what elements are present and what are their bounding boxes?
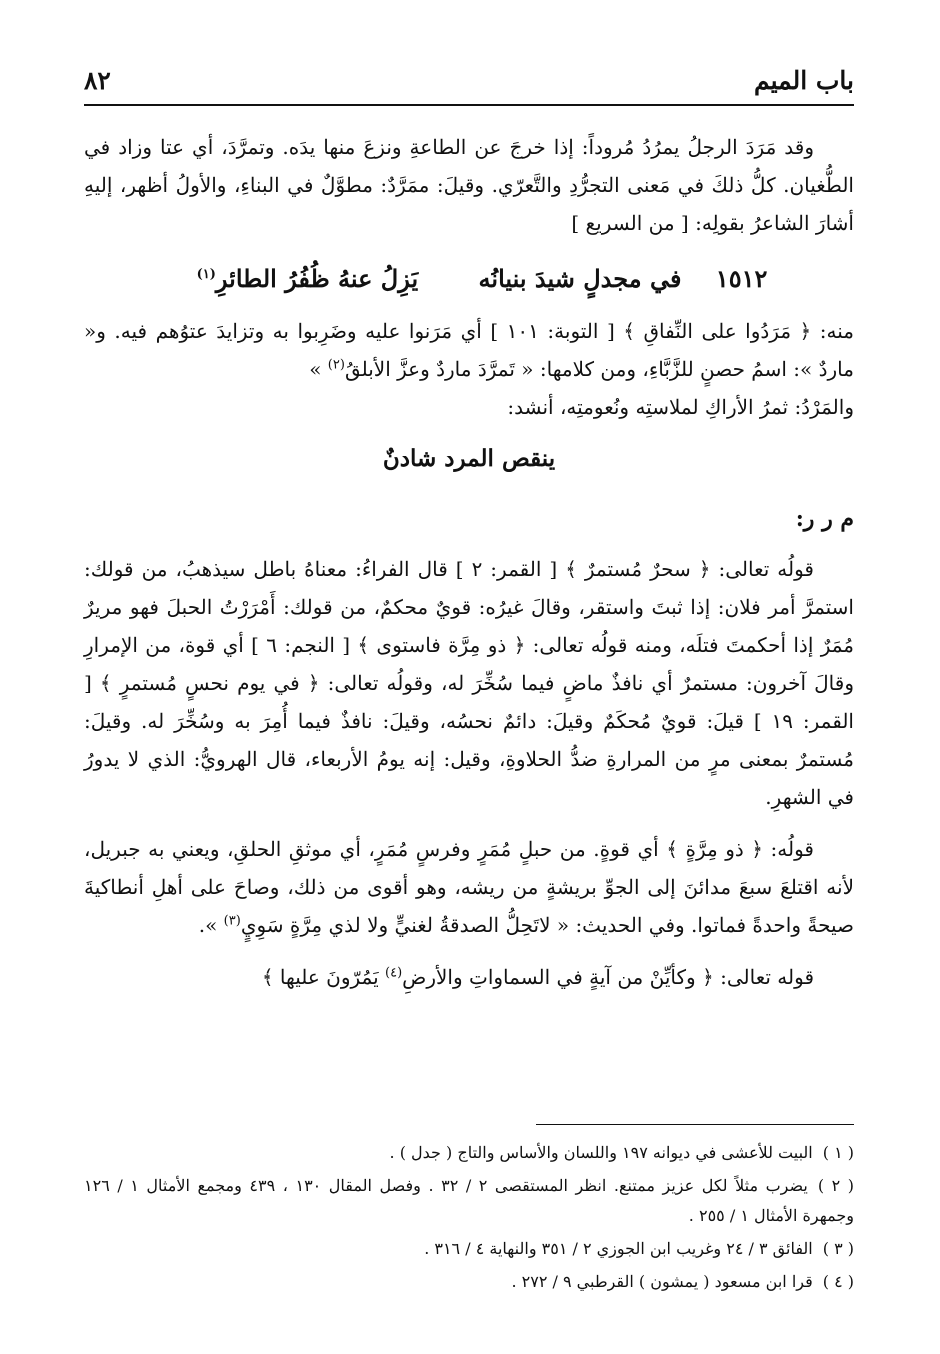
- paragraph-mrd-quran: [84, 312, 854, 426]
- verse-hemistich-2-text: يَزِلُ عنهُ ظُفُرُ الطائرِ: [215, 264, 419, 293]
- paragraph-text: قولُه: ﴿ ذو مِرَّةٍ ﴾ أي قوةٍ. من حبلٍ مُمَرٍ وفرسٍ مُمَرٍ، أي موثقِ الحلقِ، ويعني به جبريل، لأنه اقتلعَ سبعَ مدائنَ إلى الجوِّ بريشةٍ من ريشه، وهو أقوى من ذلك، وصاحَ على أهلِ أنطاكيةَ صيحةً واحدةً فماتوا. وفي الحديث: « لاتَحِلُّ الصدقةُ لغنيٍّ ولا لذي مِرَّةٍ سَوِيٍ: [84, 837, 854, 937]
- poetry-verse: [84, 256, 854, 302]
- paragraph-mrr-1: قولُه تعالى: ﴿ سحرٌ مُستمرٌ ﴾ [ القمر: ٢ ] قال الفراءُ: معناهُ باطل سيذهبُ، من قولك: استمرَّ أمر فلان: إذا ثبتَ واستقر، وقالَ غيرُه: قويٌ محكمٌ، من قولك: أَمْرَرْتُ الحبلَ فهو مريرٌ مُمَرٌ إذا أحكمتَ فتلَه، ومنه قولُه تعالى: ﴿ ذو مِرَّة فاستوى ﴾ [ النجم: ٦ ] أي قوة، من الإمرارِ وقالَ آخرون: مستمرٌ أي نافذٌ ماضٍ فيما سُخِّرَ له، وقولُه تعالى: ﴿ في يوم نحسٍ مُستمرٍ ﴾ [ القمر: ١٩ ] قيلَ: قويٌ مُحكَمٌ وقيلَ: دائمٌ نحسُه، وقيلَ: نافذٌ فيما أُمِرَ به وسُخِّرَ له. وقيلَ: مُستمرٌ بمعنى مرٍ من المرارةِ ضدُّ الحلاوةِ، وقيل: إنه يومُ الأربعاء، قال الهرويُّ: الذي لا يدورُ في الشهرِ.: [84, 557, 855, 809]
- verse-hemistich-2: [197, 256, 419, 302]
- verse-hemistich-1: في مجدلٍ شيدَ بنيانُه: [478, 264, 682, 293]
- paragraph-mrr-2: [84, 830, 854, 944]
- footnote-text: الفائق ٣ / ٢٤ وغريب ابن الجوزي ٢ / ٣٥١ والنهاية ٤ / ٣١٦ .: [424, 1239, 813, 1258]
- footnote-text: يضرب مثلاً لكل عزيز ممتنع. انظر المستقصى ٢ / ٣٢ . وفصل المقال ١٣٠ ، ٤٣٩ ومجمع الأمثال ١ / ١٢٦ وجمهرة الأمثال ١ / ٢٥٥ .: [84, 1176, 854, 1225]
- footnote-item: [84, 1234, 854, 1264]
- footnote-divider: [536, 1124, 854, 1125]
- verse-number: ١٥١٢: [715, 264, 768, 293]
- paragraph-text-end: ».: [198, 913, 224, 937]
- footnote-text: قرا ابن مسعود ( يمشون ) القرطبي ٩ / ٢٧٢ .: [511, 1272, 813, 1291]
- main-text: [84, 128, 854, 1010]
- footnote-item: [84, 1267, 854, 1297]
- footnote-number: ( ٢ ): [817, 1176, 854, 1195]
- footnote-number: ( ٤ ): [822, 1272, 854, 1291]
- quoted-line: ينقص المرد شادنٌ: [382, 445, 556, 472]
- footnote-item: [84, 1171, 854, 1231]
- footnote-item: [84, 1138, 854, 1168]
- footnote-ref[interactable]: (٤): [385, 965, 403, 981]
- footnote-text: البيت للأعشى في ديوانه ١٩٧ واللسان والأساس والتاج ( جدل ) .: [389, 1143, 813, 1162]
- footnote-number: ( ٣ ): [822, 1239, 854, 1258]
- paragraph-text: منه: ﴿ مَرَدُوا على النِّفاقِ ﴾ [ التوبة: ١٠١ ] أي مَرَنوا عليه وضَرِبوا به وتزايدَ عتوُهم فيه. و« ماردٌ »: اسمُ حصنٍ للزَّبَّاءِ، ومن كلامها: « تَمرَّدَ ماردٌ وعزَّ الأبلقُ: [84, 319, 854, 381]
- paragraph-text: قوله تعالى: ﴿ وكأيِّنْ من آيةٍ في السماواتِ والأرضِ: [402, 965, 814, 989]
- paragraph-text-end: »: [309, 357, 328, 381]
- paragraph-mrd-intro: وقد مَرَدَ الرجلُ يمرُدُ مُروداً: إذا خرجَ عن الطاعةِ ونزعَ منها يدَه. وتمرَّدَ، أي عتا وزاد في الطُّغيان. كلُّ ذلكَ في مَعنى التجرُّدِ والتَّعرّي. وقيلَ: ممَرَّدٌ: مطوَّلٌ في البناءِ، والأولُ أظهر، إليهِ أشارَ الشاعرُ بقولِه: [ من السريع ]: [84, 135, 854, 235]
- footnotes: [84, 1138, 854, 1300]
- paragraph-mrr-3: [84, 958, 854, 996]
- footnote-ref[interactable]: (٣): [223, 913, 241, 929]
- footnote-number: ( ١ ): [822, 1143, 854, 1162]
- paragraph-text-end: يَمُرّونَ عليها ﴾: [261, 965, 386, 989]
- paragraph-text: والمَرْدُ: ثمرُ الأراكِ لملاستِه ونُعومتِه، أنشد:: [507, 395, 854, 419]
- page-header: [84, 60, 854, 106]
- page-number: ٨٢: [84, 66, 111, 95]
- chapter-title: باب الميم: [753, 66, 854, 95]
- footnote-ref[interactable]: (١): [196, 267, 216, 282]
- root-heading: م ر ر:: [795, 506, 854, 532]
- footnote-ref[interactable]: (٢): [327, 357, 345, 373]
